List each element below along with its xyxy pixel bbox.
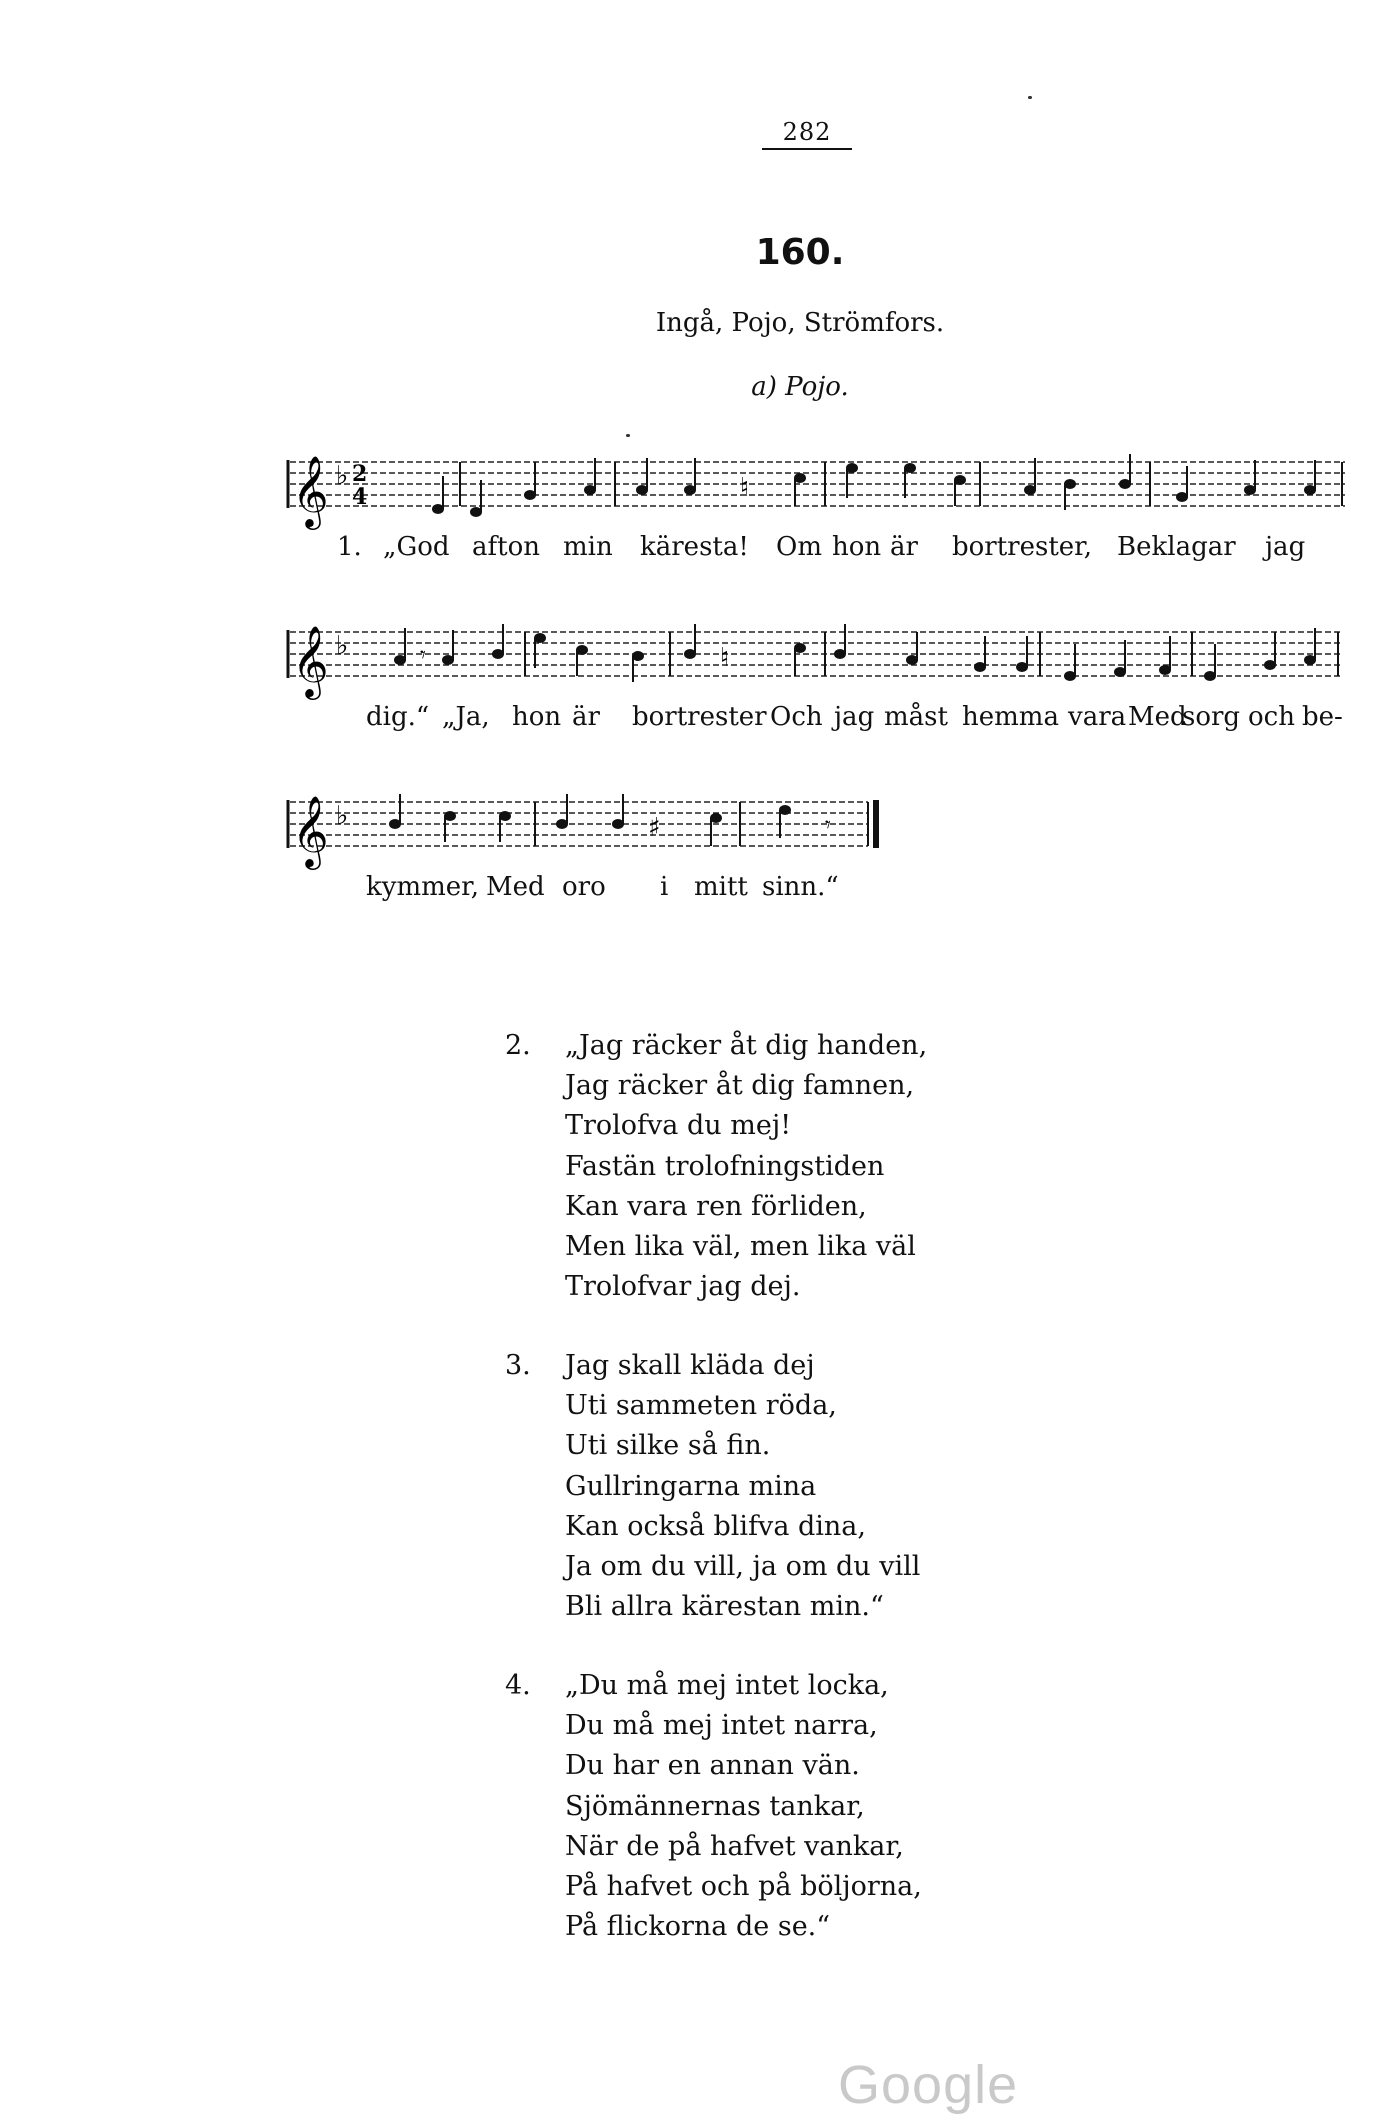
lyric-syllable: och bbox=[1248, 702, 1295, 732]
lyric-syllable: måst bbox=[884, 702, 948, 732]
verse-line: Du må mej intet narra, bbox=[565, 1710, 878, 1742]
verse-line: När de på hafvet vankar, bbox=[565, 1830, 904, 1862]
lyric-syllable: bortrester, bbox=[952, 532, 1093, 562]
svg-text:𝄞: 𝄞 bbox=[292, 794, 329, 867]
flat-icon: ♭ bbox=[336, 461, 349, 491]
staff-1-notation bbox=[270, 440, 1350, 530]
lyric-syllable: vara bbox=[1068, 702, 1127, 732]
verse-line: Gullringarna mina bbox=[565, 1470, 817, 1502]
verse-line: På hafvet och på böljorna, bbox=[565, 1871, 922, 1903]
lyric-syllable: sinn.“ bbox=[762, 872, 839, 902]
lyric-syllable: är bbox=[890, 532, 918, 562]
song-number: 160. bbox=[755, 232, 845, 273]
treble-clef-icon bbox=[292, 454, 329, 530]
svg-text:2: 2 bbox=[352, 461, 368, 487]
lyrics-line-2 bbox=[0, 702, 1400, 736]
lyric-syllable: be- bbox=[1302, 702, 1343, 732]
verse-line: Trolofvar jag dej. bbox=[565, 1271, 801, 1303]
lyric-syllable: är bbox=[572, 702, 600, 732]
treble-clef-icon bbox=[292, 624, 329, 700]
music-staff-1 bbox=[270, 440, 1350, 530]
flat-icon: ♭ bbox=[336, 631, 349, 661]
natural-icon: ♮ bbox=[720, 643, 730, 673]
verse-line: Ja om du vill, ja om du vill bbox=[565, 1551, 921, 1583]
music-staff-2 bbox=[280, 610, 1350, 700]
page-number: 282 bbox=[762, 118, 852, 150]
lyric-syllable: bortrester bbox=[632, 702, 767, 732]
sharp-icon: ♯ bbox=[648, 813, 661, 843]
lyric-syllable: oro bbox=[562, 872, 606, 902]
verse-number: 4. bbox=[505, 1670, 531, 1701]
staff-3-notation bbox=[280, 780, 880, 870]
print-speck bbox=[1028, 96, 1032, 99]
flat-icon: ♭ bbox=[336, 801, 349, 831]
verse-line: Fastän trolofningstiden bbox=[565, 1150, 885, 1182]
rest-icon: 𝄾 bbox=[420, 643, 426, 668]
verse-line: Trolofva du mej! bbox=[565, 1110, 792, 1142]
lyric-syllable: Med bbox=[1128, 702, 1187, 732]
verse-line: Sjömännernas tankar, bbox=[565, 1790, 865, 1822]
svg-text:𝄞: 𝄞 bbox=[292, 454, 329, 527]
verse-number: 3. bbox=[505, 1350, 531, 1381]
staff-2-notation bbox=[280, 610, 1350, 700]
verse-lines bbox=[565, 1666, 922, 1947]
lyric-syllable: i bbox=[660, 872, 669, 902]
google-watermark: Google bbox=[838, 2055, 1019, 2115]
lyric-syllable: käresta! bbox=[640, 532, 749, 562]
lyric-syllable: kymmer, bbox=[366, 872, 479, 902]
verse-line: På flickorna de se.“ bbox=[565, 1911, 831, 1943]
natural-icon: ♮ bbox=[740, 473, 750, 503]
svg-text:𝄞: 𝄞 bbox=[292, 624, 329, 697]
lyric-syllable: Beklagar bbox=[1117, 532, 1236, 562]
lyric-syllable: mitt bbox=[694, 872, 748, 902]
verse-line: „Du må mej intet locka, bbox=[565, 1670, 889, 1701]
verse-line: Kan också blifva dina, bbox=[565, 1510, 866, 1542]
verse-lines bbox=[565, 1026, 927, 1307]
verse-line: Bli allra kärestan min.“ bbox=[565, 1591, 884, 1623]
variant-label: a) Pojo. bbox=[751, 372, 849, 402]
lyric-syllable: „Ja, bbox=[442, 702, 490, 732]
lyric-syllable: jag bbox=[1265, 532, 1306, 562]
verse-line: Kan vara ren förliden, bbox=[565, 1190, 867, 1222]
verse-line: Jag räcker åt dig famnen, bbox=[565, 1070, 915, 1102]
lyric-syllable: jag bbox=[834, 702, 875, 732]
lyric-syllable: „God bbox=[383, 532, 450, 562]
lyric-syllable: Och bbox=[770, 702, 823, 732]
lyrics-line-3 bbox=[0, 872, 1400, 906]
lyric-syllable: Om bbox=[776, 532, 822, 562]
lyric-syllable: Med bbox=[486, 872, 545, 902]
lyrics-line-1 bbox=[0, 532, 1400, 566]
verse-line: Jag skall kläda dej bbox=[565, 1350, 815, 1381]
verse-line: Men lika väl, men lika väl bbox=[565, 1231, 916, 1263]
print-speck bbox=[626, 434, 630, 437]
verse-line: Uti sammeten röda, bbox=[565, 1390, 837, 1422]
lyric-syllable: hon bbox=[832, 532, 882, 562]
lyric-syllable: hemma bbox=[962, 702, 1059, 732]
lyric-syllable: sorg bbox=[1182, 702, 1241, 732]
verse-line: Du har en annan vän. bbox=[565, 1750, 860, 1782]
lyric-syllable: hon bbox=[512, 702, 562, 732]
svg-text:4: 4 bbox=[352, 484, 368, 510]
rest-icon: 𝄾 bbox=[825, 813, 831, 838]
time-signature bbox=[352, 461, 367, 510]
song-origin: Ingå, Pojo, Strömfors. bbox=[655, 308, 945, 338]
verse-number: 2. bbox=[505, 1030, 531, 1061]
treble-clef-icon bbox=[292, 794, 329, 870]
lyric-syllable: dig.“ bbox=[366, 702, 430, 732]
verse-number: 1. bbox=[337, 532, 362, 562]
verse-line: Uti silke så fin. bbox=[565, 1430, 771, 1462]
lyric-syllable: min bbox=[563, 532, 613, 562]
verse-lines bbox=[565, 1346, 920, 1627]
lyric-syllable: afton bbox=[472, 532, 540, 562]
verse-line: „Jag räcker åt dig handen, bbox=[565, 1030, 928, 1061]
music-staff-3 bbox=[280, 780, 880, 870]
